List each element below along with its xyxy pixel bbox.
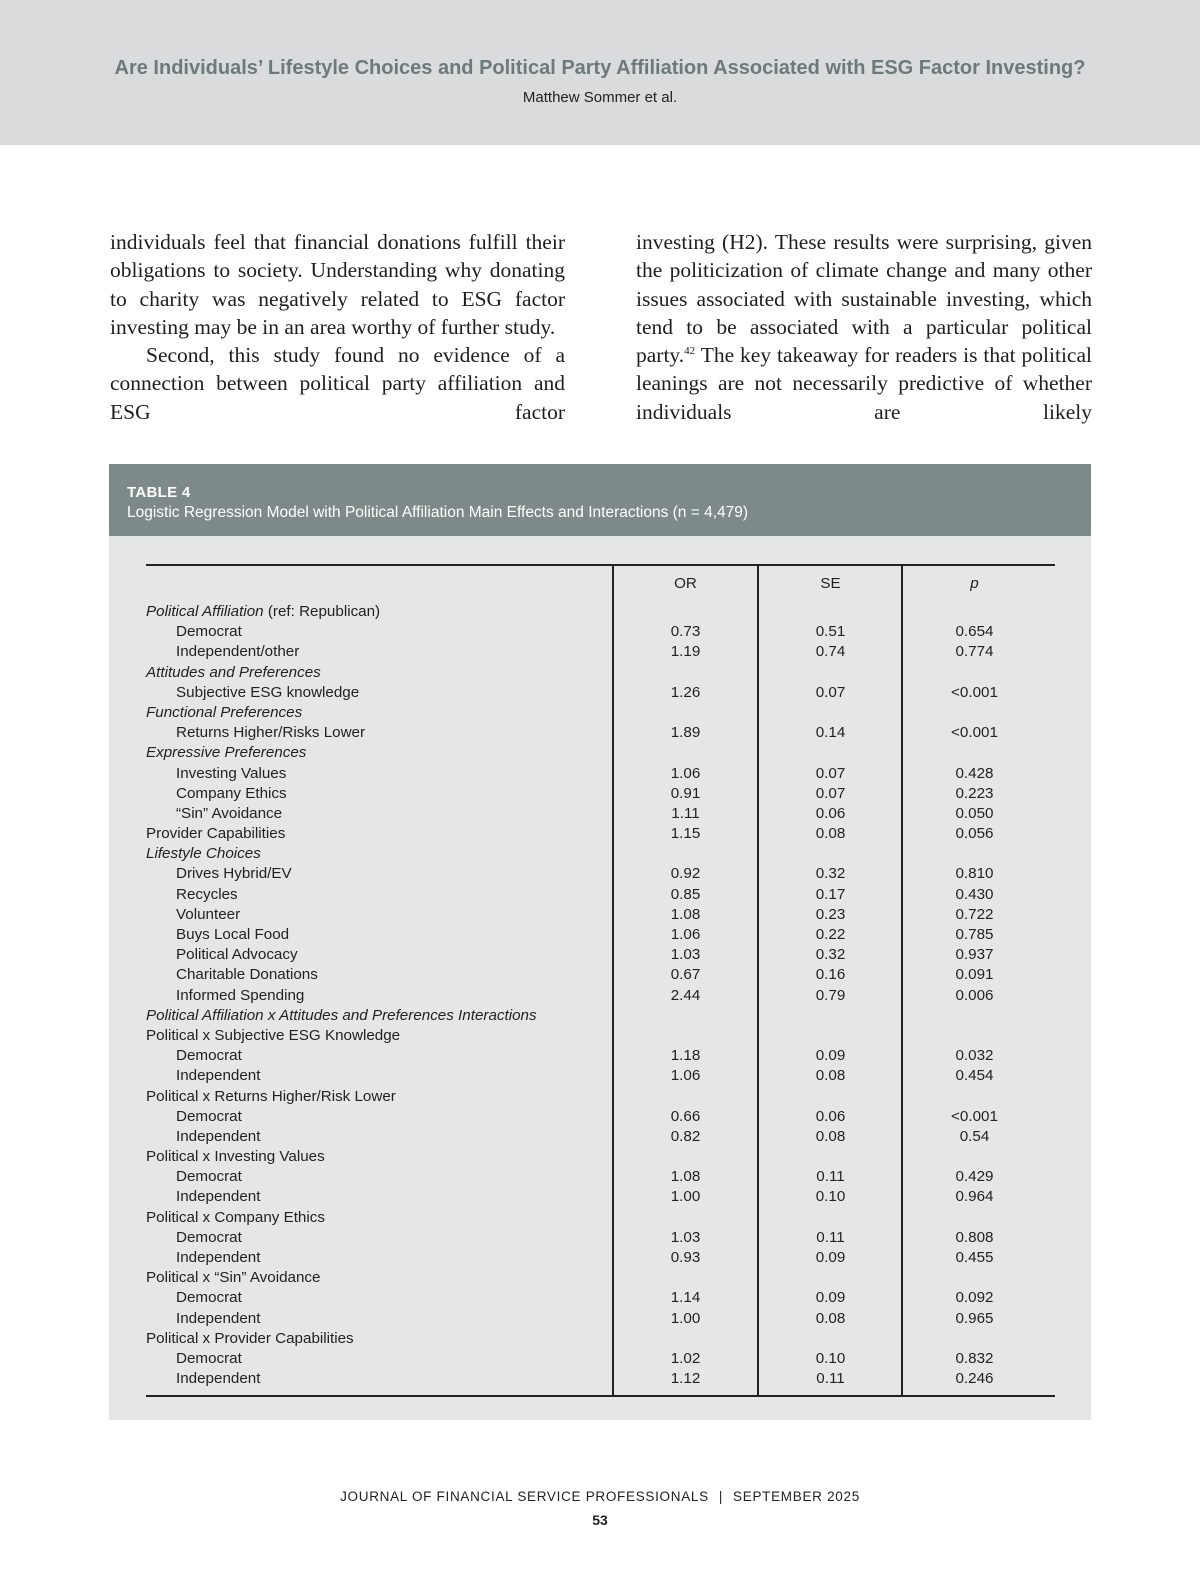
table-row (146, 1369, 1055, 1389)
footnote-ref: 42 (684, 345, 696, 358)
row-label-suffix: (ref: Republican) (263, 603, 381, 620)
row-label: Functional Preferences (146, 703, 303, 721)
row-label: Independent (176, 1067, 261, 1085)
std-error-cell: 0.74 (815, 643, 846, 661)
row-label: Political x Returns Higher/Risk Lower (146, 1087, 396, 1105)
row-label-group: Political Affiliation (146, 603, 264, 620)
table-row (146, 1127, 1055, 1147)
std-error-cell: 0.51 (815, 623, 846, 641)
table-row (146, 986, 1055, 1006)
std-error-cell: 0.07 (815, 683, 846, 701)
row-label: “Sin” Avoidance (176, 804, 283, 822)
row-label: Democrat (176, 1289, 242, 1307)
table-label: TABLE 4 (127, 484, 191, 501)
odds-ratio-cell: 0.92 (670, 865, 701, 883)
row-label: Political x Company Ethics (146, 1208, 325, 1226)
p-value-cell: <0.001 (951, 1107, 998, 1125)
row-label: Independent/other (176, 643, 300, 661)
std-error-cell: 0.79 (815, 986, 846, 1004)
row-label (146, 602, 380, 622)
p-value-cell: 0.454 (955, 1067, 994, 1085)
p-value-cell: <0.001 (951, 683, 998, 701)
table-caption: Logistic Regression Model with Political Affiliation Main Effects and Interactions (n = 4,479) (127, 504, 749, 521)
regression-table (146, 564, 1055, 1397)
odds-ratio-cell: 0.82 (670, 1127, 701, 1145)
row-label: Recycles (176, 885, 238, 903)
table-row (146, 1208, 1055, 1228)
p-value-cell: 0.654 (955, 623, 994, 641)
p-value-cell: 0.832 (955, 1349, 994, 1367)
row-label: Subjective ESG knowledge (176, 683, 360, 701)
row-label: Informed Spending (176, 986, 305, 1004)
running-header (0, 0, 1200, 145)
paragraph (636, 228, 1092, 426)
table-row (146, 1107, 1055, 1127)
odds-ratio-cell: 0.91 (670, 784, 701, 802)
table-row (146, 1228, 1055, 1248)
table-row (146, 743, 1055, 763)
column-header-se: SE (820, 575, 841, 592)
table-row (146, 1187, 1055, 1207)
std-error-cell: 0.17 (815, 885, 846, 903)
table-header-row (146, 566, 1055, 602)
std-error-cell: 0.32 (815, 946, 846, 964)
column-header-p: p (970, 575, 979, 592)
p-value-cell: 0.006 (955, 986, 994, 1004)
odds-ratio-cell: 1.12 (670, 1370, 701, 1388)
journal-name: JOURNAL OF FINANCIAL SERVICE PROFESSIONALS (340, 1489, 709, 1504)
running-title: Are Individuals’ Lifestyle Choices and Political Party Affiliation Associated with ESG Factor Investing? (114, 57, 1086, 79)
odds-ratio-cell: 1.08 (670, 1168, 701, 1186)
row-label: Democrat (176, 1168, 242, 1186)
table-row (146, 1329, 1055, 1349)
table-row (146, 784, 1055, 804)
p-value-cell: 0.455 (955, 1249, 994, 1266)
odds-ratio-cell: 1.08 (670, 905, 701, 923)
table-row (146, 1268, 1055, 1288)
odds-ratio-cell: 1.15 (670, 825, 701, 843)
paragraph-text: The key takeaway for readers is that political leanings are not necessarily predictive of whether individuals are likely (636, 343, 1092, 424)
issue-date: SEPTEMBER 2025 (733, 1489, 860, 1504)
std-error-cell: 0.06 (815, 804, 846, 822)
p-value-cell: <0.001 (951, 724, 998, 742)
row-label: Political Affiliation x Attitudes and Preferences Interactions (146, 1006, 537, 1024)
page-footer (0, 1489, 1200, 1504)
odds-ratio-cell: 0.67 (670, 966, 701, 984)
table-row (146, 1087, 1055, 1107)
table-row (146, 925, 1055, 945)
p-value-cell: 0.430 (955, 885, 994, 903)
p-value-cell: 0.964 (955, 1188, 994, 1206)
row-label: Democrat (176, 1047, 242, 1065)
body-column-right (636, 228, 1092, 426)
table-row (146, 703, 1055, 723)
odds-ratio-cell: 1.06 (670, 926, 701, 943)
row-label: Political x Provider Capabilities (146, 1329, 354, 1347)
p-value-cell: 0.032 (955, 1047, 994, 1065)
odds-ratio-cell: 1.06 (670, 1067, 701, 1085)
p-value-cell: 0.722 (955, 905, 994, 923)
row-label: Returns Higher/Risks Lower (176, 724, 366, 742)
running-authors: Matthew Sommer et al. (522, 89, 678, 106)
p-value-cell: 0.091 (955, 966, 994, 984)
p-value-cell: 0.785 (955, 926, 994, 943)
odds-ratio-cell: 1.03 (670, 1228, 701, 1246)
p-value-cell: 0.092 (955, 1289, 994, 1307)
std-error-cell: 0.08 (815, 1067, 846, 1085)
p-value-cell: 0.774 (955, 643, 994, 661)
p-value-cell: 0.428 (955, 764, 994, 782)
table-row (146, 683, 1055, 703)
odds-ratio-cell: 2.44 (670, 986, 701, 1004)
row-label: Independent (176, 1309, 261, 1327)
odds-ratio-cell: 1.11 (671, 804, 700, 822)
column-header-or: OR (674, 575, 697, 592)
row-label: Political x Subjective ESG Knowledge (146, 1026, 401, 1044)
std-error-cell: 0.11 (816, 1370, 845, 1388)
std-error-cell: 0.23 (815, 905, 846, 923)
row-label: Political x “Sin” Avoidance (146, 1269, 321, 1287)
table-row (146, 905, 1055, 925)
table-header-bar (109, 464, 1091, 536)
row-label: Expressive Preferences (146, 744, 307, 762)
odds-ratio-cell: 1.14 (670, 1289, 701, 1307)
row-label: Democrat (176, 1349, 242, 1367)
table-row (146, 1026, 1055, 1046)
row-label: Lifestyle Choices (146, 845, 261, 863)
odds-ratio-cell: 1.06 (670, 764, 701, 782)
odds-ratio-cell: 1.03 (670, 946, 701, 964)
std-error-cell: 0.32 (815, 865, 846, 883)
row-label: Independent (176, 1249, 261, 1266)
std-error-cell: 0.14 (815, 724, 846, 742)
p-value-cell: 0.246 (955, 1370, 994, 1388)
p-value-cell: 0.050 (955, 804, 994, 822)
row-label: Volunteer (176, 905, 241, 923)
row-label: Buys Local Food (176, 926, 290, 943)
body-column-left (110, 228, 565, 426)
std-error-cell: 0.08 (815, 1309, 846, 1327)
std-error-cell: 0.09 (815, 1249, 846, 1266)
p-value-cell: 0.223 (955, 784, 994, 802)
odds-ratio-cell: 0.66 (670, 1107, 701, 1125)
p-value-cell: 0.808 (955, 1228, 994, 1246)
row-label: Democrat (176, 1228, 242, 1246)
odds-ratio-cell: 1.18 (670, 1047, 701, 1065)
table-row (146, 642, 1055, 662)
row-label: Provider Capabilities (146, 825, 286, 843)
std-error-cell: 0.09 (815, 1289, 846, 1307)
paragraph: Second, this study found no evidence of a connection between political party affiliation and ESG factor (110, 343, 565, 424)
row-label: Independent (176, 1188, 261, 1206)
std-error-cell: 0.08 (815, 825, 846, 843)
std-error-cell: 0.11 (816, 1228, 845, 1246)
odds-ratio-cell: 1.26 (670, 683, 701, 701)
odds-ratio-cell: 1.02 (670, 1349, 701, 1367)
table-row (146, 602, 1055, 622)
row-label: Political Advocacy (176, 946, 298, 964)
std-error-cell: 0.08 (815, 1127, 846, 1145)
row-label: Independent (176, 1370, 261, 1388)
table-row (146, 1309, 1055, 1329)
std-error-cell: 0.22 (815, 926, 846, 943)
p-value-cell: 0.937 (955, 946, 994, 964)
std-error-cell: 0.11 (816, 1168, 845, 1186)
table-row (146, 1147, 1055, 1167)
table-row (146, 844, 1055, 864)
p-value-cell: 0.965 (955, 1309, 994, 1327)
odds-ratio-cell: 1.89 (670, 724, 701, 742)
table-row (146, 663, 1055, 683)
row-label: Democrat (176, 623, 242, 641)
std-error-cell: 0.10 (815, 1349, 846, 1367)
p-value-cell: 0.810 (955, 865, 994, 883)
footer-separator: | (718, 1489, 724, 1504)
table-row (146, 885, 1055, 905)
row-label: Investing Values (176, 764, 287, 782)
std-error-cell: 0.10 (815, 1188, 846, 1206)
std-error-cell: 0.07 (815, 764, 846, 782)
p-value-cell: 0.54 (959, 1127, 990, 1145)
std-error-cell: 0.09 (815, 1047, 846, 1065)
table-row (146, 1167, 1055, 1187)
row-label: Political x Investing Values (146, 1148, 325, 1166)
odds-ratio-cell: 0.93 (670, 1249, 701, 1266)
odds-ratio-cell: 1.00 (670, 1309, 701, 1327)
std-error-cell: 0.16 (815, 966, 846, 984)
table-row (146, 1046, 1055, 1066)
row-label: Drives Hybrid/EV (176, 865, 292, 883)
p-value-cell: 0.056 (955, 825, 994, 843)
table-row (146, 764, 1055, 784)
std-error-cell: 0.06 (815, 1107, 846, 1125)
row-label: Charitable Donations (176, 966, 318, 984)
table-row (146, 1349, 1055, 1369)
odds-ratio-cell: 0.73 (670, 623, 701, 641)
table-4 (109, 464, 1091, 1420)
row-label: Independent (176, 1127, 261, 1145)
paragraph: individuals feel that financial donations fulfill their obligations to society. Understanding why donating to charity was negatively related to ESG factor investing may be in an area worthy of further study. (110, 230, 565, 339)
row-label: Attitudes and Preferences (146, 663, 321, 681)
table-row (146, 804, 1055, 824)
table-row (146, 1288, 1055, 1308)
row-label: Democrat (176, 1107, 242, 1125)
std-error-cell: 0.07 (815, 784, 846, 802)
paragraph-text: investing (H2). These results were surprising, given the politicization of climate change and many other issues associated with sustainable investing, which tend to be associated with a particular political party. (636, 230, 1092, 368)
odds-ratio-cell: 1.00 (670, 1188, 701, 1206)
odds-ratio-cell: 0.85 (670, 885, 701, 903)
page-number: 53 (592, 1512, 608, 1528)
table-row (146, 824, 1055, 844)
odds-ratio-cell: 1.19 (670, 643, 701, 661)
table-row (146, 965, 1055, 985)
table-row (146, 1066, 1055, 1086)
table-row (146, 622, 1055, 642)
table-row (146, 723, 1055, 743)
table-row (146, 945, 1055, 965)
table-row (146, 864, 1055, 884)
row-label: Company Ethics (176, 784, 287, 802)
table-row (146, 1248, 1055, 1268)
p-value-cell: 0.429 (955, 1168, 994, 1186)
table-row (146, 1006, 1055, 1026)
